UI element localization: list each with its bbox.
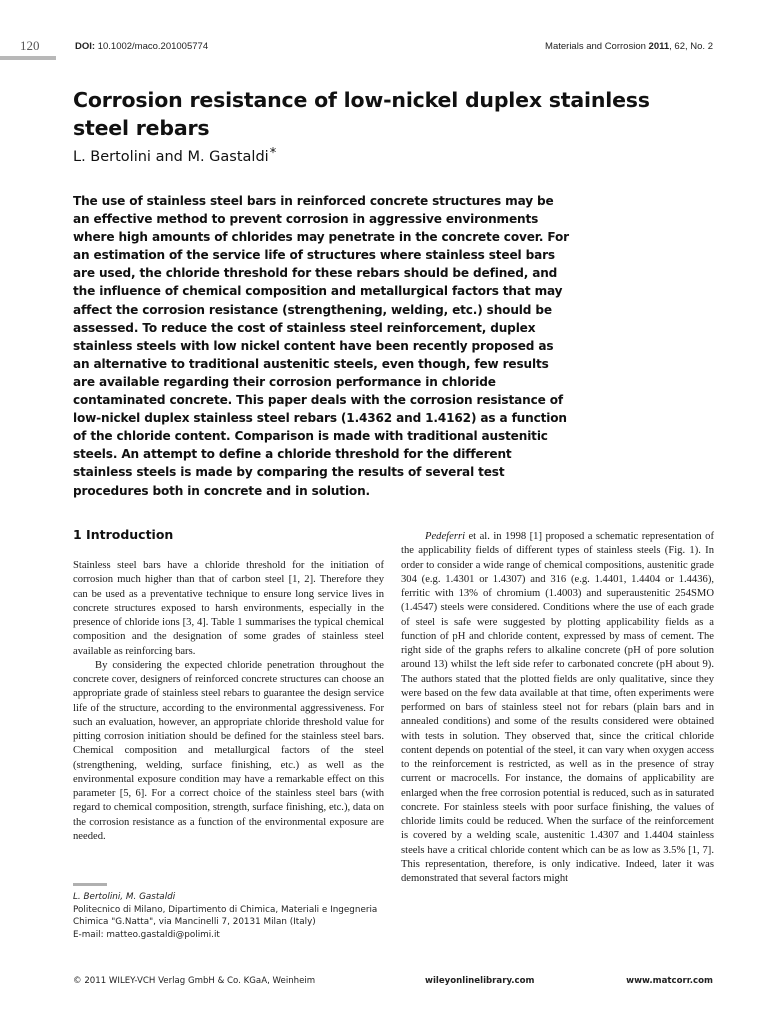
abstract: The use of stainless steel bars in reinforced concrete structures may be an effective method to prevent corrosion in aggressive environments where high amounts of chlorides may penetrate in the concrete cover. For an estimation of the service life of structures where stainless steel bars are used, the chloride threshold for these rebars should be defined, and the influence of chemical composition and metallurgical factors that may affect the corrosion resistance (strengthening, welding, etc.) should be assessed. To reduce the cost of stainless steel reinforcement, duplex stainless steels with low nickel content have been recently proposed as an alternative to traditional austenitic steels, even though, few results are available regarding their corrosion performance in chloride contaminated concrete. This paper deals with the corrosion resistance of low-nickel duplex stainless steel rebars (1.4362 and 1.4162) as a function of the chloride content. Comparison is made with traditional austenitic steels. An attempt to define a chloride threshold for the different stainless steels is made by comparing the results of several test procedures both in concrete and in solution. bbox=[73, 194, 569, 498]
affiliation-authors: L. Bertolini, M. Gastaldi bbox=[73, 892, 176, 902]
body-paragraph bbox=[401, 530, 714, 886]
journal-year: 2011 bbox=[648, 41, 670, 52]
doi-value[interactable]: 10.1002/maco.201005774 bbox=[97, 41, 209, 52]
author-names: L. Bertolini and M. Gastaldi bbox=[73, 149, 269, 165]
article-title: Corrosion resistance of low-nickel duplex stainless steel rebars bbox=[73, 88, 650, 140]
author-affiliation bbox=[73, 891, 393, 941]
affiliation-line: Chimica "G.Natta", via Mancinelli 7, 20131 Milan (Italy) bbox=[73, 917, 316, 928]
footer-link-wileyonlinelibrary[interactable]: wileyonlinelibrary.com bbox=[425, 976, 535, 986]
corresponding-author-mark: * bbox=[269, 146, 277, 161]
body-paragraph: Stainless steel bars have a chloride threshold for the initiation of corrosion much higher than that of carbon steel [1, 2]. Therefore they can be used as a preventative technique to ensure long service lives in concrete structures exposed to harsh environments, especially in the presence of chloride ions [3, 4]. Table 1 summarises the typical chemical composition and the designation of some grades of stainless steel available as reinforcing bars. bbox=[73, 560, 384, 657]
body-paragraph: By considering the expected chloride penetration throughout the concrete cover, designers of reinforced concrete structures can choose an appropriate grade of stainless steel rebars to guarantee the design service life of the structure, according to the environmental aggressiveness. For such an evaluation, however, an appropriate chloride threshold value for pitting corrosion initiation should be defined for the stainless steel bars. Chemical composition and metallurgical factors of the steel (strengthening, welding, surface finishing, etc.) as well as the environmental exposure condition may have a remarkable effect on this parameter [5, 6]. For a correct choice of the stainless steel bars (with regard to chemical composition, strength, surface finishing, etc.), data on the corrosion resistance as a function of the environmental exposure are needed. bbox=[73, 659, 384, 842]
header-doi bbox=[75, 41, 208, 52]
journal-name: Materials and Corrosion bbox=[545, 41, 646, 52]
journal-volume-issue: , 62, No. 2 bbox=[669, 41, 713, 52]
body-paragraph-text: et al. in 1998 [1] proposed a schematic representation of the applicability fields of different types of stainless steels (Fig. 1). In order to consider a wide range of chemical compositions, austenitic grade 304 (e.g. 1.4301 or 1.4307) and 316 (e.g. 1.4401, 1.4404 or 1.4436), ferritic with 13% of chromium (1.4003) and superaustenitic 254SMO (1.4547) steels were considered. Conditions where the use of each grade of steel is safe were suggested by plotting applicability fields as a function of pH and chloride content, expressed by mass of cement. The right side of the graphs refers to alkaline concrete (pH of pore solution around 13) whilst the left side refer to carbonated concrete (pH about 9). The authors stated that the plotted fields are only qualitative, since they were based on the few data available at that time, often experiments were performed on bars of stainless steel not for rebars (plain bars and in annealed conditions) and some of the results considered were obtained with tests in solution. They observed that, since the critical chloride content depends on potential of the steel, it can vary when oxygen access to the reinforcement is restricted, as well as in the presence of stray current or macrocells. For instance, the domains of applicability are enlarged when the free corrosion potential is reduced, such as in saturated concrete. For stainless steels with poor surface finishing, the values of chloride limits could be reduced. When the surface of the reinforcement is covered by a welding scale, austenitic 1.4307 and 1.4404 stainless steels have a critical chloride content which can be as low as 3.5% [1, 7]. This representation, therefore, is only indicative. Indeed, later it was demonstrated that several factors might bbox=[401, 531, 714, 884]
affiliation-email[interactable]: E-mail: matteo.gastaldi@polimi.it bbox=[73, 929, 220, 940]
affiliation-rule bbox=[73, 883, 107, 886]
page-number: 120 bbox=[20, 38, 40, 53]
body-column-right bbox=[401, 530, 714, 886]
page-number-rule bbox=[0, 56, 56, 60]
footer-link-matcorr[interactable]: www.matcorr.com bbox=[626, 976, 713, 986]
header-journal bbox=[545, 41, 713, 52]
body-column-left bbox=[73, 559, 384, 844]
affiliation-line: Politecnico di Milano, Dipartimento di Chimica, Materiali e Ingegneria bbox=[73, 904, 378, 915]
section-heading-introduction: 1 Introduction bbox=[73, 527, 174, 542]
cited-author-name: Pedeferri bbox=[425, 531, 466, 542]
footer-copyright: © 2011 WILEY-VCH Verlag GmbH & Co. KGaA, Weinheim bbox=[73, 976, 316, 986]
doi-label: DOI: bbox=[75, 41, 96, 52]
authors bbox=[73, 146, 276, 165]
